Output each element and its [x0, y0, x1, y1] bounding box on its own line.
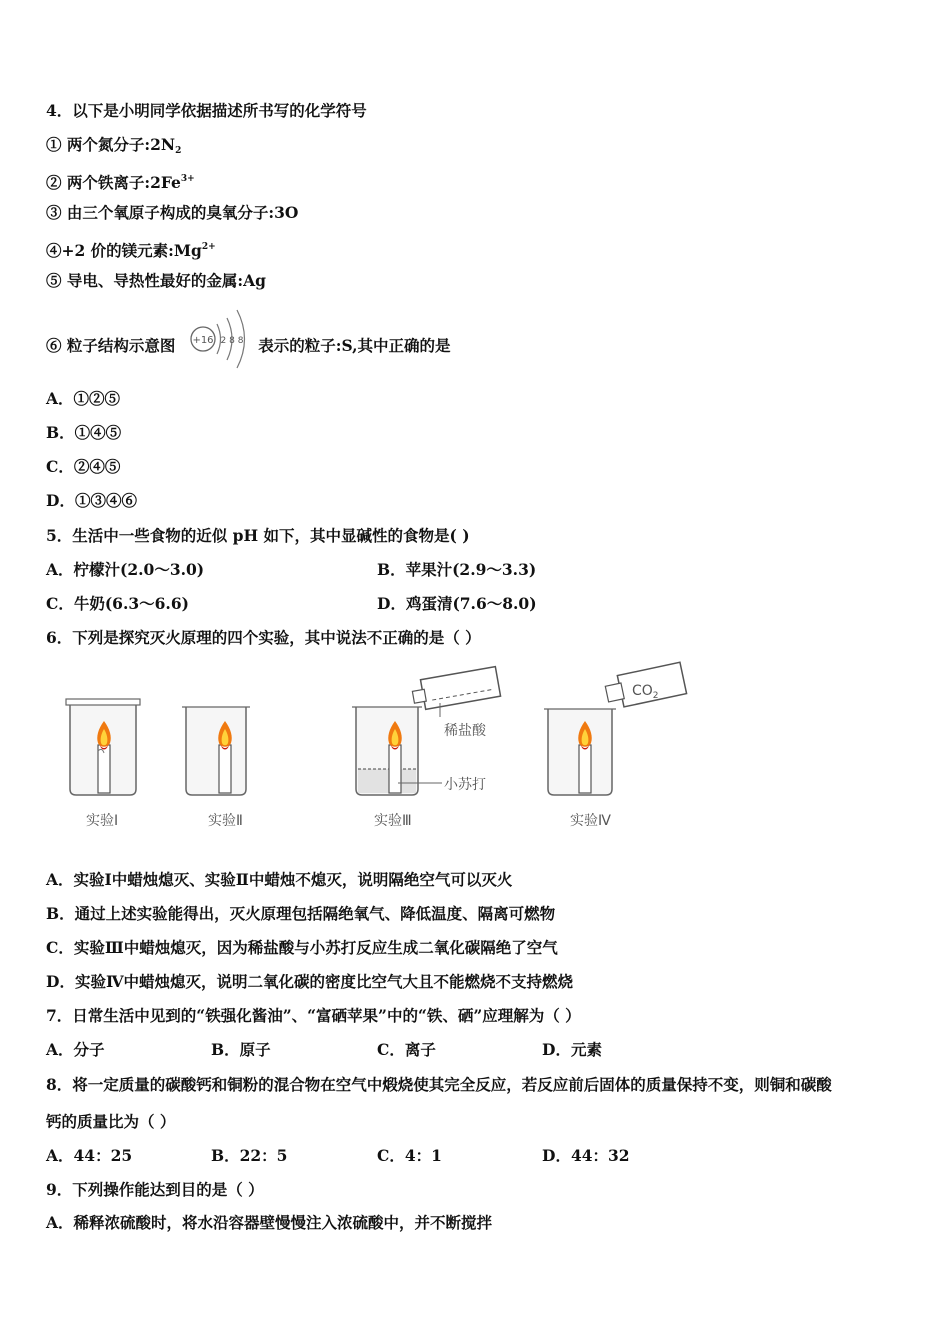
- q6-option-b[interactable]: B．通过上述实验能得出，灭火原理包括隔绝氧气、降低温度、隔离可燃物: [46, 904, 556, 923]
- acid-label: 稀盐酸: [444, 723, 486, 739]
- q7-option-c[interactable]: C．离子: [377, 1040, 436, 1059]
- experiment-2-setup: [182, 707, 250, 795]
- q4-item-5: ⑤ 导电、导热性最好的金属:Ag: [46, 271, 266, 290]
- q8-stem-line2: 钙的质量比为（ ）: [46, 1112, 176, 1131]
- q8-option-c[interactable]: C．4：1: [377, 1146, 442, 1165]
- q4-item-1: ① 两个氮分子$:2N_2$: [46, 135, 182, 156]
- candle-experiments-figure: [40, 655, 720, 835]
- q8-option-d[interactable]: D．44：32: [542, 1146, 630, 1165]
- q7-option-a[interactable]: A．分子: [46, 1040, 105, 1059]
- q4-item-3: ③ 由三个氧原子构成的臭氧分子:3O: [46, 203, 299, 222]
- q4-option-b[interactable]: B．①④⑤: [46, 423, 122, 442]
- nucleus-charge: +16: [192, 335, 214, 346]
- q9-stem: 9．下列操作能达到目的是（ ）: [46, 1180, 264, 1199]
- experiment-4-setup: [544, 662, 687, 795]
- q5-stem: 5．生活中一些食物的近似 pH 如下，其中显碱性的食物是( ): [46, 526, 470, 545]
- q4-item-6: ⑥ 粒子结构示意图 表示的粒子:S,其中正确的是: [46, 336, 451, 355]
- experiment-4-label: 实验Ⅳ: [570, 813, 611, 829]
- q7-stem: 7．日常生活中见到的“铁强化酱油”、“富硒苹果”中的“铁、硒”应理解为（ ）: [46, 1006, 581, 1025]
- experiment-2-label: 实验Ⅱ: [208, 813, 243, 829]
- q6-option-a[interactable]: A．实验Ⅰ中蜡烛熄灭、实验Ⅱ中蜡烛不熄灭，说明隔绝空气可以灭火: [46, 870, 513, 889]
- shell-electrons: 2 8 8: [220, 336, 244, 346]
- q5-option-d[interactable]: D．鸡蛋清(7.6～8.0): [377, 594, 537, 613]
- q5-option-b[interactable]: B．苹果汁(2.9～3.3): [377, 560, 537, 579]
- atom-structure-diagram: [186, 306, 256, 374]
- q9-option-a[interactable]: A．稀释浓硫酸时，将水沿容器壁慢慢注入浓硫酸中，并不断搅拌: [46, 1213, 493, 1232]
- q4-stem: 4．以下是小明同学依据描述所书写的化学符号: [46, 101, 367, 120]
- q7-option-b[interactable]: B．原子: [211, 1040, 271, 1059]
- q8-option-b[interactable]: B．22：5: [211, 1146, 288, 1165]
- experiment-1-label: 实验Ⅰ: [86, 813, 119, 829]
- q4-item-4: ④+2 价的镁元素$:Mg^{2+}$: [46, 241, 216, 260]
- q4-option-d[interactable]: D．①③④⑥: [46, 491, 137, 510]
- q8-option-a[interactable]: A．44：25: [46, 1146, 133, 1165]
- q5-option-a[interactable]: A．柠檬汁(2.0～3.0): [46, 560, 205, 579]
- co2-label: $CO_2$: [632, 683, 659, 701]
- q7-option-d[interactable]: D．元素: [542, 1040, 602, 1059]
- q6-stem: 6．下列是探究灭火原理的四个实验，其中说法不正确的是（ ）: [46, 628, 481, 647]
- q6-option-d[interactable]: D．实验Ⅳ中蜡烛熄灭，说明二氧化碳的密度比空气大且不能燃烧不支持燃烧: [46, 972, 574, 991]
- q4-option-c[interactable]: C．②④⑤: [46, 457, 121, 476]
- q6-option-c[interactable]: C．实验Ⅲ中蜡烛熄灭，因为稀盐酸与小苏打反应生成二氧化碳隔绝了空气: [46, 938, 558, 957]
- experiment-1-setup: [66, 699, 140, 795]
- q4-option-a[interactable]: A．①②⑤: [46, 389, 121, 408]
- q5-option-c[interactable]: C．牛奶(6.3～6.6): [46, 594, 189, 613]
- experiment-3-label: 实验Ⅲ: [374, 813, 412, 829]
- q4-item-2: ② 两个铁离子$:2Fe^{3+}$: [46, 173, 195, 192]
- q8-stem-line1: 8．将一定质量的碳酸钙和铜粉的混合物在空气中煅烧使其完全反应，若反应前后固体的质量保持不变，则铜和碳酸: [46, 1075, 832, 1094]
- soda-label: 小苏打: [444, 777, 486, 793]
